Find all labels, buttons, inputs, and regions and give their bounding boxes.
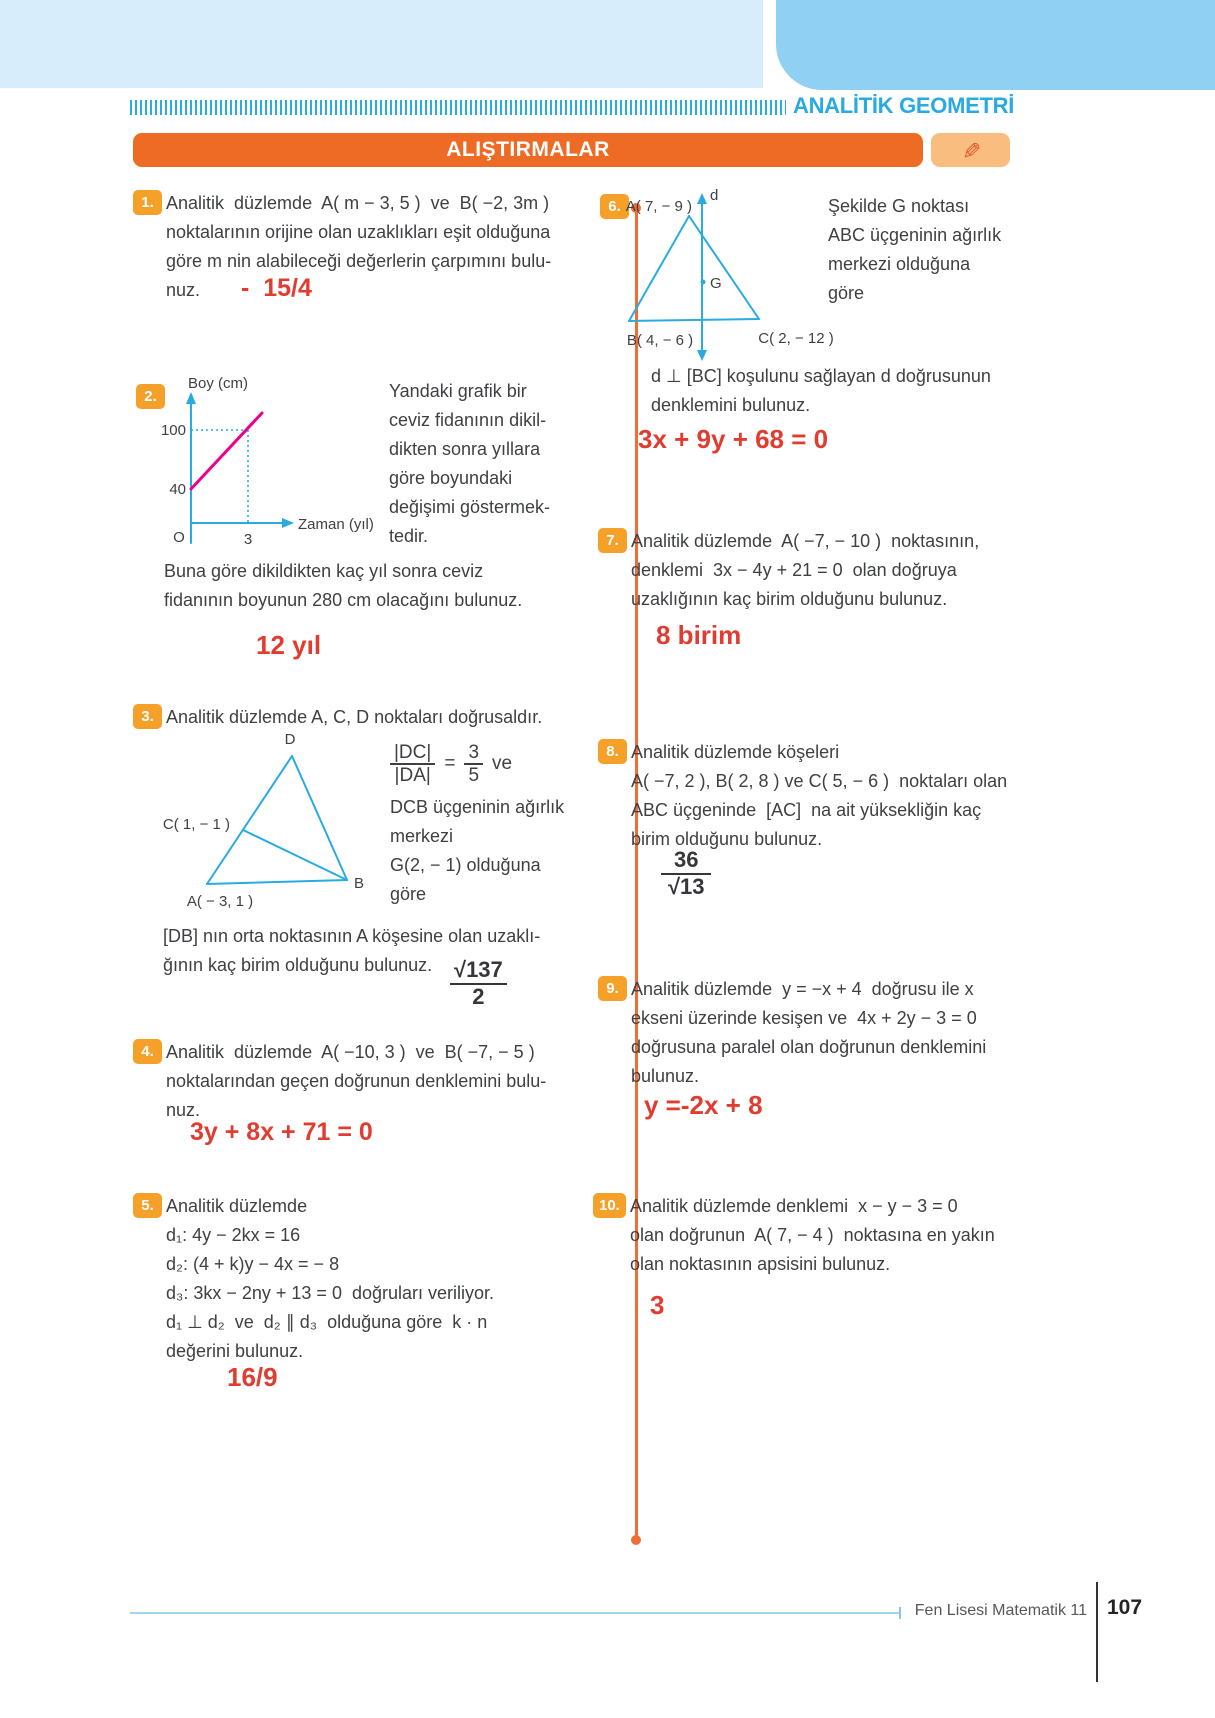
exercise-8-number: 8. xyxy=(598,739,627,764)
text-line: Analitik düzlemde denklemi x − y − 3 = 0 xyxy=(630,1196,958,1216)
exercise-10-number: 10. xyxy=(593,1193,626,1218)
exercise-4-number: 4. xyxy=(133,1039,162,1064)
text-line: göre xyxy=(390,883,427,904)
exercise-5 xyxy=(133,1192,593,1366)
text-line: Buna göre dikildikten kaç yıl sonra ceviz xyxy=(164,561,484,581)
line-d-up-arrow-icon xyxy=(697,193,707,204)
exercise-3-number: 3. xyxy=(133,704,162,729)
text-line: d₁ ⊥ d₂ ve d₂ ∥ d₃ olduğuna göre k · n xyxy=(166,1312,488,1332)
exercise-9-answer: y =-2x + 8 xyxy=(644,1090,763,1120)
exercise-3-answer xyxy=(450,958,507,1009)
exercise-3-side-lines xyxy=(390,793,564,909)
text-line: Analitik düzlemde A( −10, 3 ) ve B( −7, − 5 ) xyxy=(166,1042,535,1062)
y-axis-label: Boy (cm) xyxy=(188,375,248,392)
segment-CB xyxy=(243,830,347,880)
text-line: ğının kaç birim olduğunu bulunuz. xyxy=(163,955,433,975)
pencil-icon: ✎ xyxy=(958,140,984,160)
exercise-2-side-text xyxy=(389,377,550,551)
answer-denominator: √13 xyxy=(667,873,705,899)
text-line: d₃: 3kx − 2ny + 13 = 0 doğruları veriliyor. xyxy=(166,1283,495,1303)
text-line: merkezi olduğuna xyxy=(828,254,971,274)
exercise-8-text xyxy=(631,738,1068,854)
exercise-6-side-text xyxy=(828,192,1001,308)
text-line: [DB] nın orta noktasının A köşesine olan uzaklı- xyxy=(163,926,541,946)
exercise-8 xyxy=(598,738,1068,854)
text-line: göre xyxy=(828,283,865,303)
exercise-7 xyxy=(598,527,1058,614)
exercise-1 xyxy=(133,189,583,305)
text-line: tedir. xyxy=(389,526,429,546)
section-title: ALIŞTIRMALAR xyxy=(446,138,610,161)
x-axis-label: Zaman (yıl) xyxy=(298,516,374,533)
text-line: uzaklığının kaç birim olduğunu bulunuz. xyxy=(631,589,948,609)
text-line: değişimi göstermek- xyxy=(389,497,551,517)
header-band-dark xyxy=(776,0,1215,90)
footer-book-title: Fen Lisesi Matematik 11 xyxy=(914,1602,1087,1619)
exercise-5-number: 5. xyxy=(133,1193,162,1218)
text-line: nuz. xyxy=(166,1100,201,1120)
answer-numerator: 36 xyxy=(661,848,711,875)
exercise-9-text xyxy=(631,975,1068,1091)
tick-40: 40 xyxy=(169,481,186,498)
text-line: Analitik düzlemde köşeleri xyxy=(631,742,840,762)
text-line: Analitik düzlemde A, C, D noktaları doğrusaldır. xyxy=(166,707,543,727)
exercise-3-side-text xyxy=(390,742,564,909)
exercise-10-text xyxy=(630,1192,1063,1279)
side-DB xyxy=(292,756,347,880)
text-line: merkezi xyxy=(390,825,454,846)
text-line: denklemi 3x − 4y + 21 = 0 olan doğruya xyxy=(631,560,957,580)
text-line: Yandaki grafik bir xyxy=(389,381,527,401)
exercise-9-number: 9. xyxy=(598,976,627,1001)
exercise-8-answer xyxy=(661,848,711,899)
side-AB xyxy=(207,880,347,884)
text-line: doğrusuna paralel olan doğrunun denklemini xyxy=(631,1037,987,1057)
exercise-9 xyxy=(598,975,1068,1091)
divider-bottom-dot xyxy=(631,1535,641,1545)
text-line: A( −7, 2 ), B( 2, 8 ) ve C( 5, − 6 ) noktaları olan xyxy=(631,771,1008,791)
ratio-fraction xyxy=(390,742,435,787)
side-AB xyxy=(629,216,689,321)
vertex-C-label: C( 2, − 12 ) xyxy=(758,330,834,347)
ratio-expression xyxy=(390,742,564,787)
answer-numerator: √137 xyxy=(450,958,507,985)
exercise-6-answer: 3x + 9y + 68 = 0 xyxy=(638,424,829,454)
x-axis-arrow-icon xyxy=(282,518,294,528)
text-line: DCB üçgeninin ağırlık xyxy=(390,796,565,817)
exercise-4-text xyxy=(166,1038,583,1125)
text-line: noktalarının orijine olan uzaklıkları eşit olduğuna xyxy=(166,222,551,242)
exercise-2-number: 2. xyxy=(136,384,165,409)
text-line: G(2, − 1) olduğuna xyxy=(390,854,541,875)
footer-rule-tick xyxy=(899,1607,901,1619)
vertex-B-label: B xyxy=(354,875,365,892)
text-line: ABC üçgeninin ağırlık xyxy=(828,225,1002,245)
text-line: ekseni üzerinde kesişen ve 4x + 2y − 3 = 0 xyxy=(631,1008,977,1028)
ratio-tail-text: ve xyxy=(492,753,513,775)
text-line: d₁: 4y − 2kx = 16 xyxy=(166,1225,301,1245)
text-line: bulunuz. xyxy=(631,1066,700,1086)
text-line: Analitik düzlemde A( −7, − 10 ) noktasının, xyxy=(631,531,980,551)
growth-graph xyxy=(158,368,408,556)
text-line: d₂: (4 + k)y − 4x = − 8 xyxy=(166,1254,340,1274)
text-line: değerini bulunuz. xyxy=(166,1341,304,1361)
exercise-7-answer: 8 birim xyxy=(656,620,742,650)
text-line: denklemini bulunuz. xyxy=(651,395,811,415)
footer-page-number: 107 xyxy=(1107,1596,1143,1619)
ratio-numerator: |DC| xyxy=(390,742,435,765)
text-line: göre m nin alabileceği değerlerin çarpımını bulu- xyxy=(166,251,552,271)
ratio-value-numerator: 3 xyxy=(464,742,483,765)
text-line: olan noktasının apsisini bulunuz. xyxy=(630,1254,891,1274)
exercise-7-number: 7. xyxy=(598,528,627,553)
text-line: d ⊥ [BC] koşulunu sağlayan d doğrusunun xyxy=(651,366,991,386)
answer-denominator: 2 xyxy=(472,983,485,1009)
centroid-G-point xyxy=(701,280,706,285)
vertex-A-label: A( 7, − 9 ) xyxy=(625,198,692,215)
text-line: göre boyundaki xyxy=(389,468,513,488)
text-line: Analitik düzlemde A( m − 3, 5 ) ve B( −2, 3m ) xyxy=(166,193,550,213)
text-line: nuz. xyxy=(166,280,201,300)
footer-page-bar xyxy=(1096,1582,1098,1682)
triangle-dab-diagram xyxy=(150,726,430,918)
exercise-1-answer: - 15/4 xyxy=(241,274,312,302)
exercise-5-answer: 16/9 xyxy=(227,1362,278,1392)
text-line: dikten sonra yıllara xyxy=(389,439,541,459)
section-banner xyxy=(133,133,923,167)
vertex-A-label: A( − 3, 1 ) xyxy=(186,893,254,910)
column-divider xyxy=(635,208,638,1541)
vertex-B-label: B( 4, − 6 ) xyxy=(626,332,694,349)
exercise-10 xyxy=(593,1192,1063,1279)
growth-line xyxy=(191,413,262,489)
origin-label: O xyxy=(173,529,185,546)
exercise-6-question xyxy=(651,362,991,420)
text-line: noktalarından geçen doğrunun denklemini bulu- xyxy=(166,1071,547,1091)
exercise-6-number: 6. xyxy=(600,194,629,219)
text-line: Analitik düzlemde y = −x + 4 doğrusu ile x xyxy=(631,979,974,999)
exercise-8-answer-fraction xyxy=(661,848,711,899)
text-line: ABC üçgeninde [AC] na ait yüksekliğin kaç xyxy=(631,800,982,820)
text-line: birim olduğunu bulunuz. xyxy=(631,829,823,849)
ratio-value-fraction xyxy=(464,742,483,787)
y-axis-arrow-icon xyxy=(186,392,196,404)
ratio-denominator: |DA| xyxy=(394,765,431,787)
text-line: olan doğrunun A( 7, − 4 ) noktasına en yakın xyxy=(630,1225,995,1245)
exercise-7-text xyxy=(631,527,1058,614)
vertex-C-label: C( 1, − 1 ) xyxy=(162,816,230,833)
exercise-5-text xyxy=(166,1192,593,1366)
chapter-title: ANALİTİK GEOMETRİ xyxy=(793,93,1015,118)
exercise-4-answer: 3y + 8x + 71 = 0 xyxy=(190,1118,373,1146)
pencil-box xyxy=(931,133,1010,167)
line-d-down-arrow-icon xyxy=(697,350,707,361)
header-band-light xyxy=(0,0,763,88)
side-BC xyxy=(629,319,759,321)
ratio-value-denominator: 5 xyxy=(468,765,480,787)
line-d-label: d xyxy=(710,187,719,204)
text-line: Analitik düzlemde xyxy=(166,1196,308,1216)
exercise-2-answer: 12 yıl xyxy=(256,630,322,660)
exercise-1-number: 1. xyxy=(133,190,162,215)
header-dashed-ruler xyxy=(130,100,786,115)
exercise-1-text xyxy=(166,189,583,305)
text-line: fidanının boyunun 280 cm olacağını bulunuz. xyxy=(164,590,523,610)
side-AC xyxy=(689,216,759,319)
exercise-4 xyxy=(133,1038,583,1125)
footer-rule xyxy=(130,1612,900,1614)
text-line: Şekilde G noktası xyxy=(828,196,970,216)
exercise-3-answer-fraction xyxy=(450,958,507,1009)
vertex-D-label: D xyxy=(284,731,296,748)
exercise-2-question xyxy=(164,557,522,615)
tick-3: 3 xyxy=(243,531,253,548)
centroid-G-label: G xyxy=(710,275,722,292)
text-line: ceviz fidanının dikil- xyxy=(389,410,547,430)
exercise-10-answer: 3 xyxy=(650,1290,665,1320)
equals-sign: = xyxy=(444,753,456,775)
tick-100: 100 xyxy=(160,422,186,439)
